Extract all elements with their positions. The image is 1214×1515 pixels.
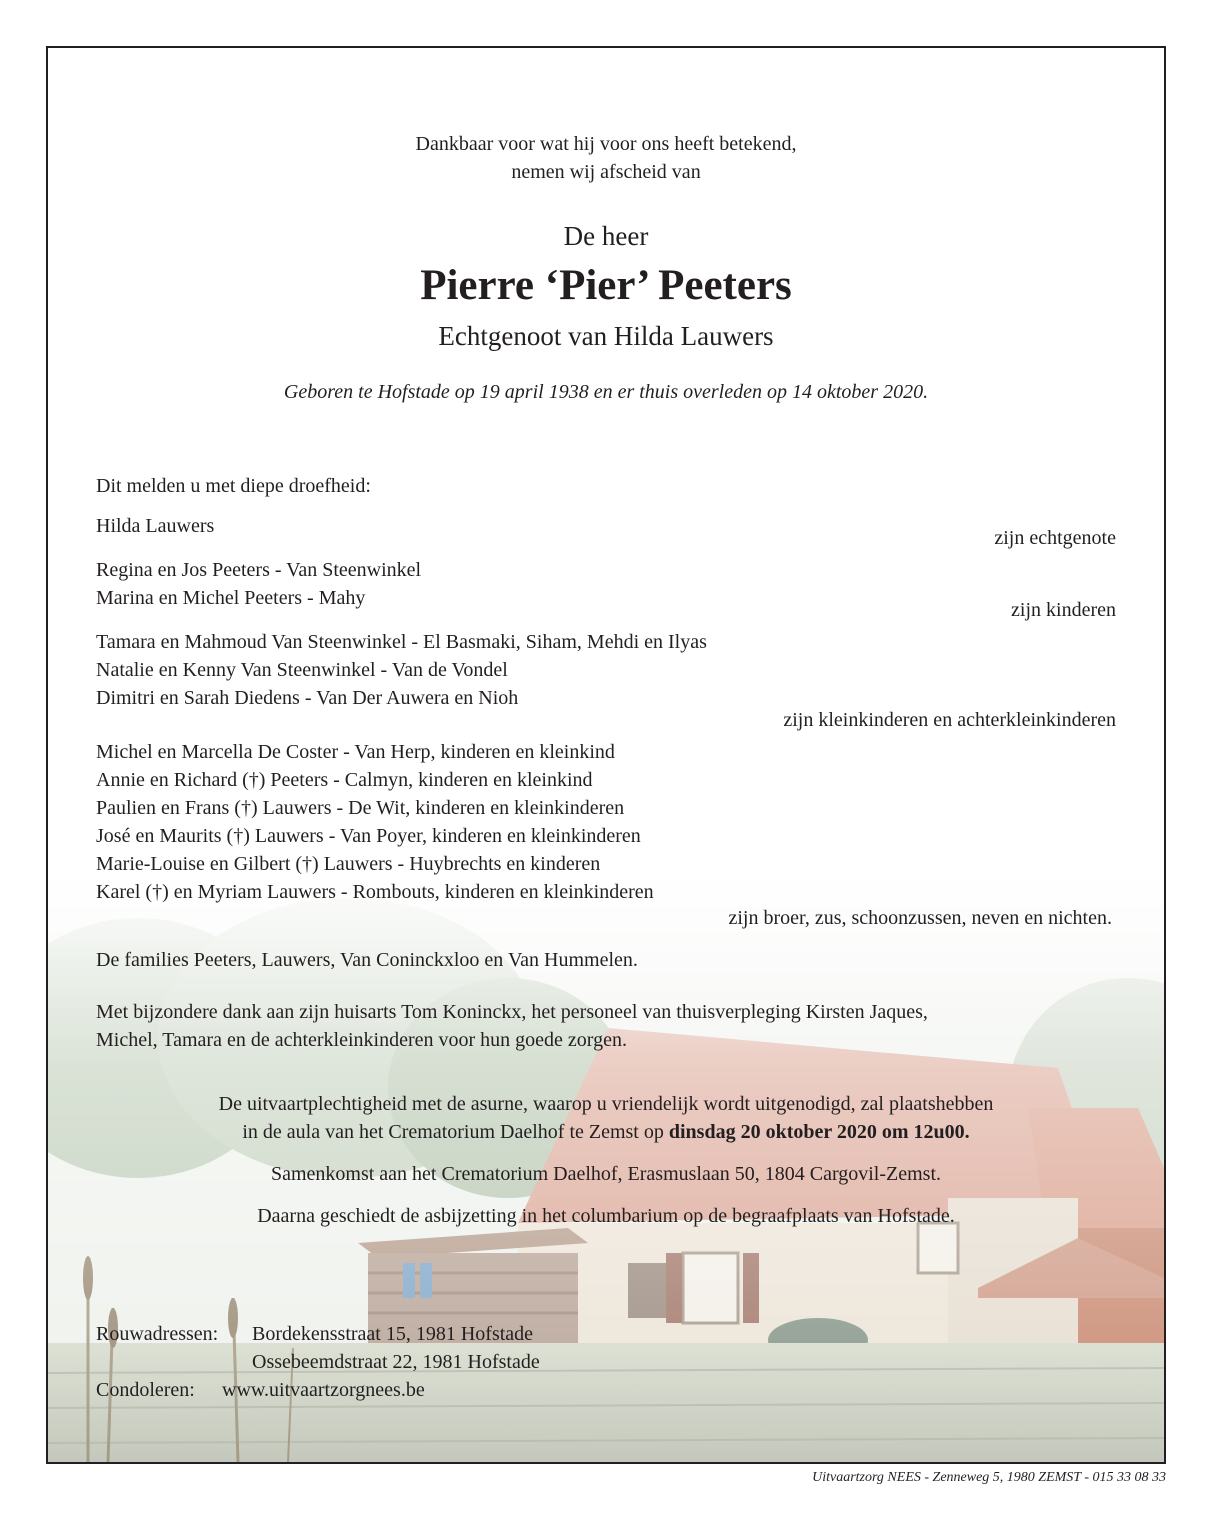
mourning-address-1: Bordekensstraat 15, 1981 Hofstade	[252, 1323, 534, 1345]
announcers-intro: Dit melden u met diepe droefheid:	[96, 475, 371, 497]
mourning-address-label: Rouwadressen:	[96, 1323, 219, 1345]
announcer-line: Paulien en Frans (†) Lauwers - De Wit, kinderen en kleinkinderen	[96, 797, 625, 819]
thanks-line-2: Michel, Tamara en de achterkleinkinderen voor hun goede zorgen.	[96, 1029, 627, 1051]
announcer-line: Marie-Louise en Gilbert (†) Lauwers - Huybrechts en kinderen	[96, 853, 601, 875]
gathering-line: Samenkomst aan het Crematorium Daelhof, Erasmuslaan 50, 1804 Cargovil-Zemst.	[270, 1163, 942, 1185]
ceremony-date-time: dinsdag 20 oktober 2020 om 12u00.	[668, 1121, 970, 1143]
mourning-address-2: Ossebeemdstraat 22, 1981 Hofstade	[252, 1351, 540, 1373]
announcer-line: Michel en Marcella De Coster - Van Herp, kinderen en kleinkind	[96, 741, 615, 763]
announcer-line: Tamara en Mahmoud Van Steenwinkel - El Basmaki, Siham, Mehdi en Ilyas	[96, 631, 707, 653]
obituary-frame	[46, 46, 1166, 1464]
announcer-line: Karel (†) en Myriam Lauwers - Rombouts, kinderen en kleinkinderen	[96, 881, 654, 903]
relation-label: zijn echtgenote	[994, 527, 1116, 549]
interment-line: Daarna geschiedt de asbijzetting in het columbarium op de begraafplaats van Hofstade.	[257, 1205, 955, 1227]
salutation: De heer	[563, 221, 649, 251]
ceremony-line-1: De uitvaartplechtigheid met de asurne, waarop u vriendelijk wordt uitgenodigd, zal plaatshebben	[218, 1093, 994, 1115]
thanks-line-1: Met bijzondere dank aan zijn huisarts Tom Koninckx, het personeel van thuisverpleging Kirsten Jaques,	[96, 1001, 928, 1023]
condolence-label: Condoleren:	[96, 1379, 195, 1401]
relation-label: zijn kinderen	[1011, 599, 1116, 621]
deceased-name: Pierre ‘Pier’ Peeters	[420, 262, 792, 309]
families-line: De families Peeters, Lauwers, Van Coninckxloo en Van Hummelen.	[96, 949, 638, 971]
birth-death-line: Geboren te Hofstade op 19 april 1938 en er thuis overleden op 14 oktober 2020.	[283, 381, 929, 403]
intro-line-2: nemen wij afscheid van	[511, 161, 701, 183]
spouse-line: Echtgenoot van Hilda Lauwers	[438, 321, 774, 351]
announcer-line: Marina en Michel Peeters - Mahy	[96, 587, 366, 609]
announcer-line: José en Maurits (†) Lauwers - Van Poyer, kinderen en kleinkinderen	[96, 825, 641, 847]
relation-label: zijn kleinkinderen en achterkleinkinderen	[783, 709, 1116, 731]
ceremony-line-2-text: in de aula van het Crematorium Daelhof te Zemst op	[242, 1121, 669, 1143]
announcer-line: Dimitri en Sarah Diedens - Van Der Auwera en Nioh	[96, 687, 519, 709]
relation-label: zijn broer, zus, schoonzussen, neven en nichten.	[728, 907, 1112, 929]
announcer-line: Natalie en Kenny Van Steenwinkel - Van de Vondel	[96, 659, 508, 681]
announcer-line: Annie en Richard (†) Peeters - Calmyn, kinderen en kleinkind	[96, 769, 593, 791]
condolence-link[interactable]: www.uitvaartzorgnees.be	[222, 1379, 425, 1401]
announcer-line: Regina en Jos Peeters - Van Steenwinkel	[96, 559, 422, 581]
intro-line-1: Dankbaar voor wat hij voor ons heeft betekend,	[415, 133, 797, 155]
announcer-line: Hilda Lauwers	[96, 515, 215, 537]
funeral-home-footer: Uitvaartzorg NEES - Zenneweg 5, 1980 ZEMST - 015 33 08 33	[812, 1470, 1166, 1485]
ceremony-line-2	[48, 1120, 1164, 1144]
